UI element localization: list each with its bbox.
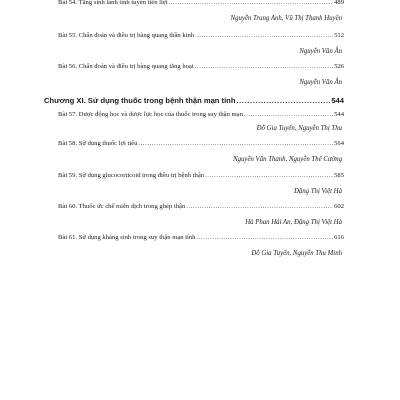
toc-entry-59	[58, 172, 344, 196]
entry-title: Bài 60. Thuốc ức chế miễn dịch trong ghép thận	[58, 203, 186, 210]
leader-dots	[244, 111, 333, 119]
page-number: 585	[334, 172, 344, 179]
entry-title: Bài 61. Sử dụng kháng sinh trong suy thận mạn tính	[58, 234, 196, 241]
chapter-title: Chương XI. Sử dụng thuốc trong bệnh thận mạn tính	[44, 96, 236, 105]
leader-dots	[138, 140, 333, 148]
page-number: 489	[334, 0, 344, 6]
entry-authors: Nguyễn Văn Ân	[299, 79, 342, 86]
entry-title: Bài 59. Sử dụng glucocorticoid trong điều trị bệnh thận	[58, 172, 205, 179]
leader-dots	[205, 172, 333, 180]
entry-authors: Nguyễn Văn Thanh, Nguyễn Thế Cường	[233, 156, 342, 163]
entry-authors: Đặng Thị Việt Hà	[293, 188, 342, 195]
entry-title: Bài 54. Tăng sinh lành tính tuyến tiền liệt	[58, 0, 168, 6]
toc-entry-55	[58, 32, 344, 56]
toc-entry-56	[58, 63, 344, 87]
page-number: 564	[334, 140, 344, 147]
toc-entry-58	[58, 140, 344, 164]
entry-authors: Hà Phan Hải An, Đặng Thị Việt Hà	[245, 219, 342, 226]
page-number: 526	[334, 63, 344, 70]
entry-authors: Nguyễn Trung Anh, Vũ Thị Thanh Huyền	[230, 15, 342, 22]
page-number: 616	[334, 234, 344, 241]
leader-dots	[196, 234, 333, 242]
entry-title: Bài 57. Dược động học và dược lực học của thuốc trong suy thận mạn	[58, 111, 243, 118]
page-number: 512	[334, 32, 344, 39]
toc-entry-57	[58, 111, 344, 133]
toc-entry-60	[58, 203, 344, 227]
leader-dots	[195, 63, 333, 71]
chapter-heading	[44, 96, 344, 105]
page-number: 544	[334, 111, 344, 118]
leader-dots	[186, 203, 333, 211]
entry-authors: Nguyễn Văn Ân	[299, 48, 342, 55]
entry-title: Bài 56. Chẩn đoán và điều trị bàng quang tăng hoạt	[58, 63, 194, 70]
entry-title: Bài 55. Chẩn đoán và điều trị bàng quang thần kinh	[58, 32, 195, 39]
entry-authors: Đỗ Gia Tuyến, Nguyễn Thị Thu	[256, 125, 342, 132]
toc-entry-61	[58, 234, 344, 258]
page-number: 602	[334, 203, 344, 210]
toc-entry-54	[58, 0, 344, 23]
entry-title: Bài 58. Sử dụng thuốc lợi tiểu	[58, 140, 138, 147]
chapter-page-number: 544	[331, 96, 344, 105]
leader-dots	[195, 32, 333, 40]
entry-authors: Đỗ Gia Tuyến, Nguyễn Thu Minh	[251, 250, 342, 257]
leader-dots	[169, 0, 334, 7]
leader-dots	[236, 96, 330, 105]
